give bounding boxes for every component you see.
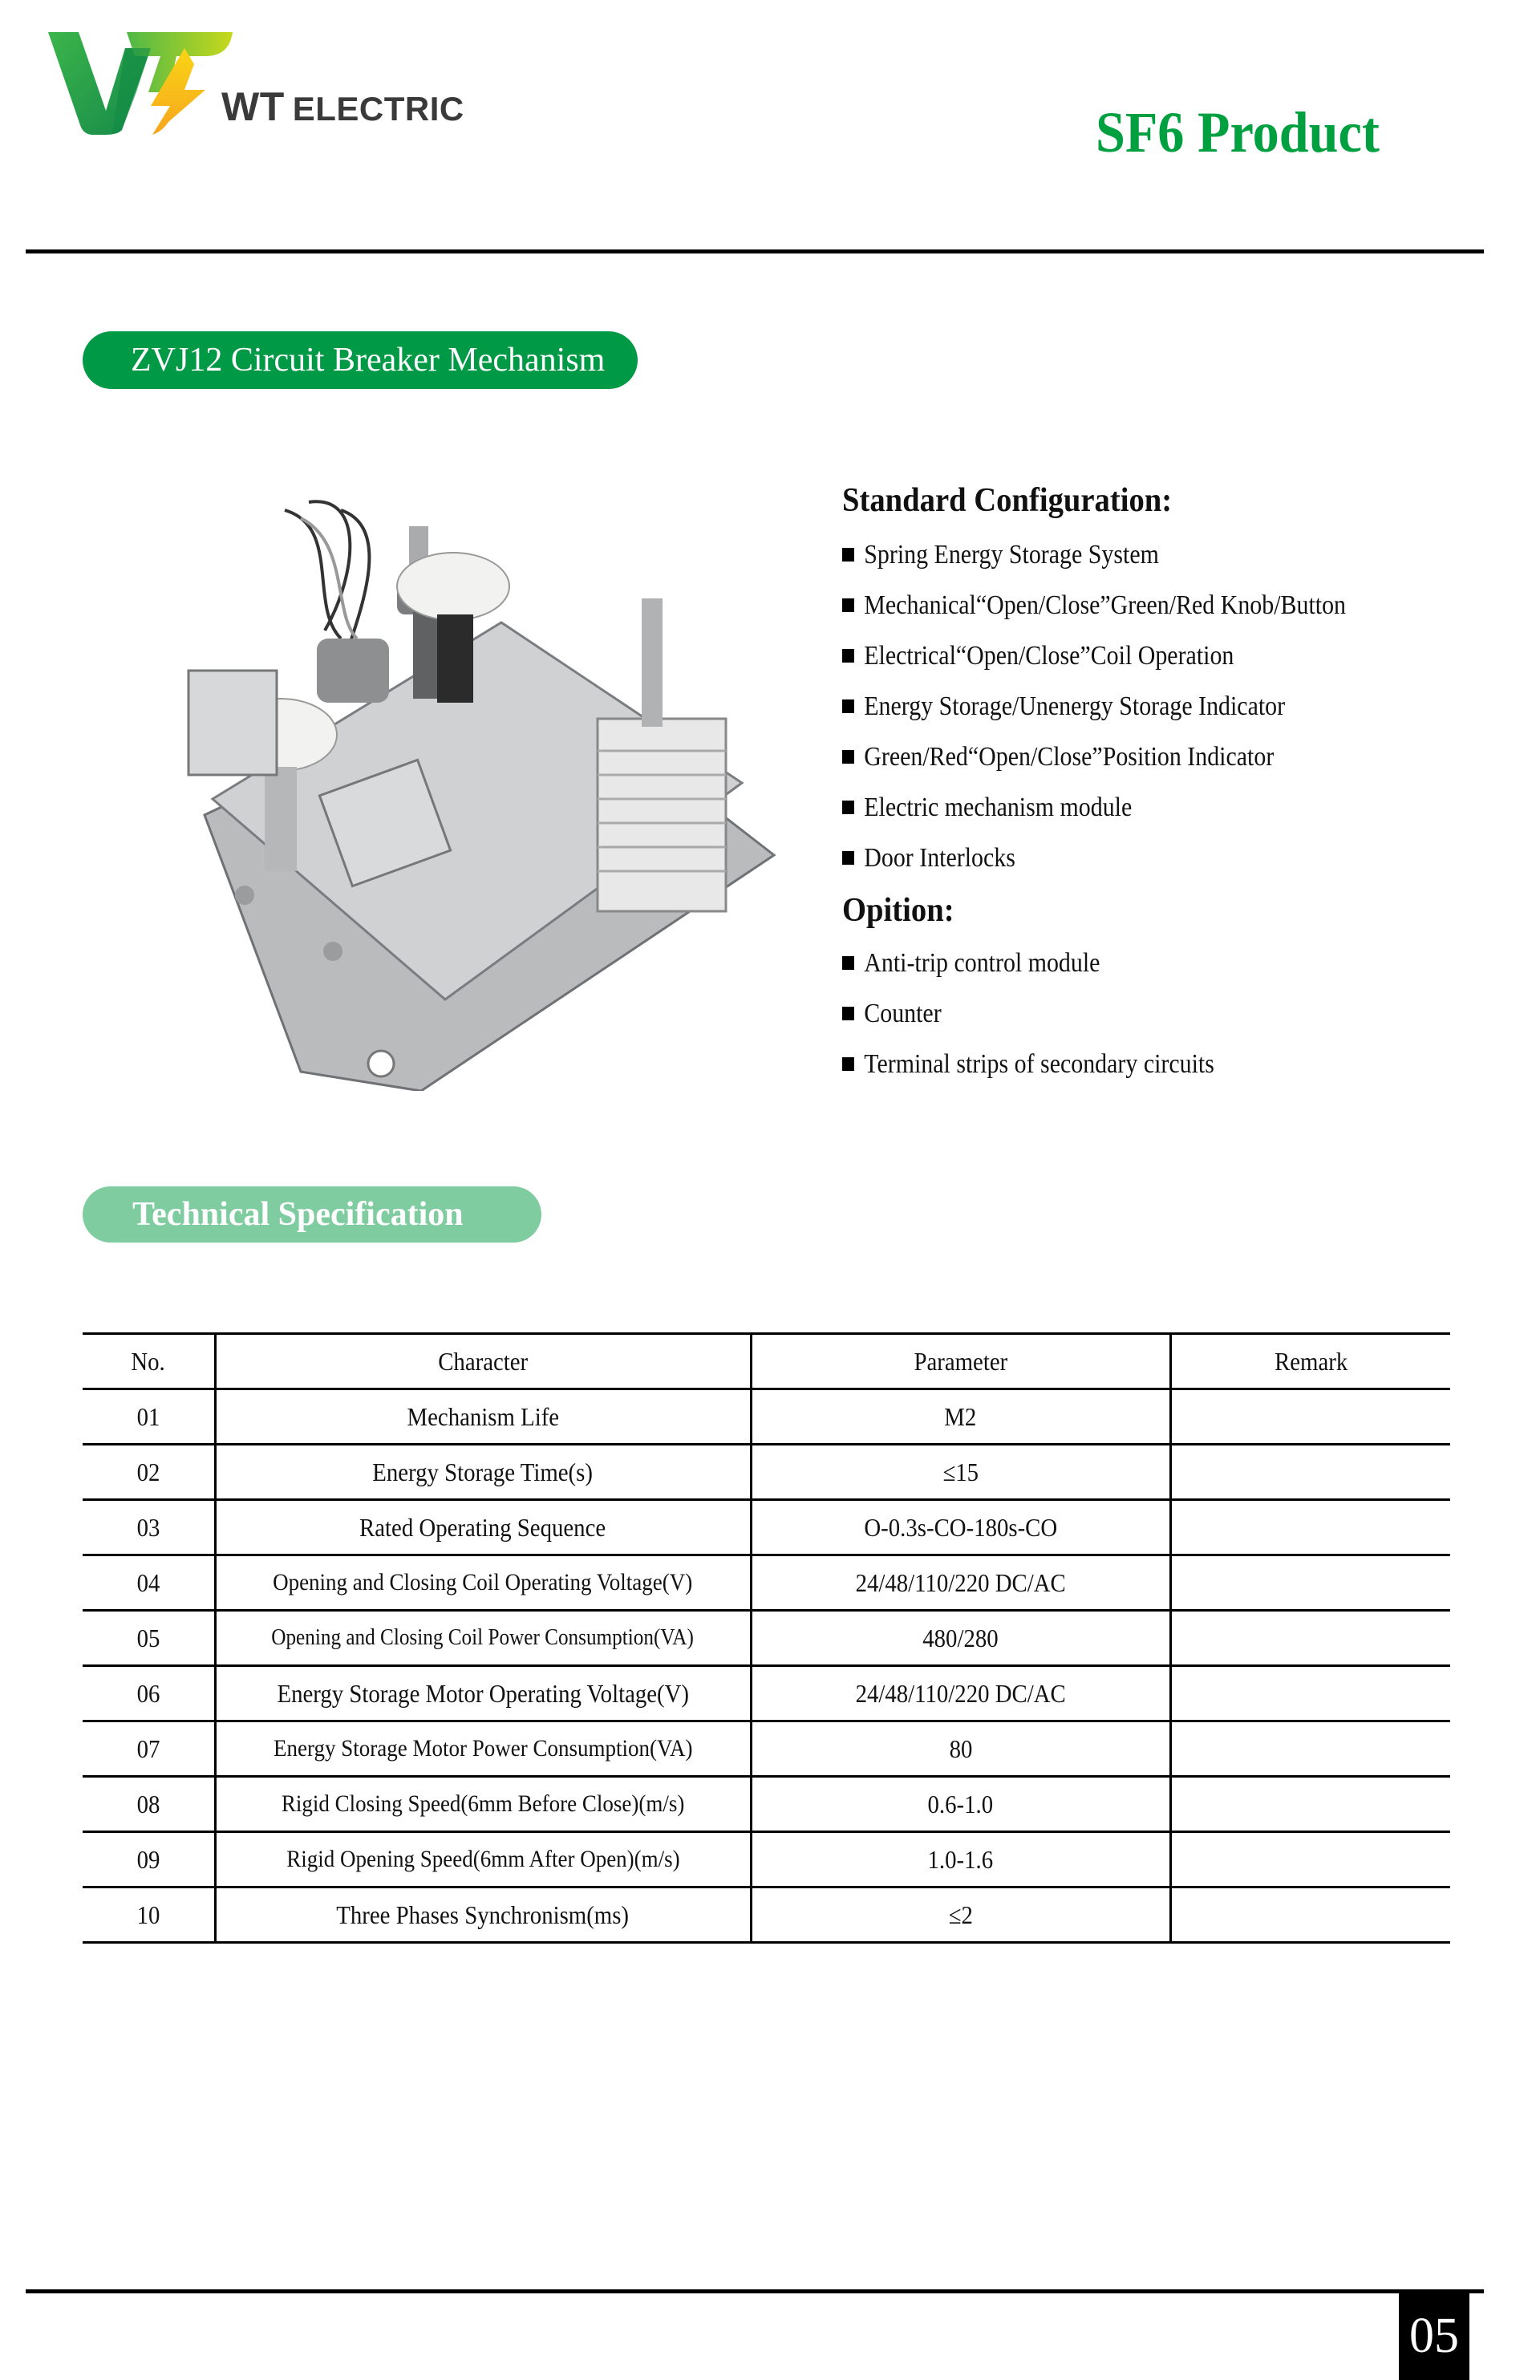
- table-row: [83, 1611, 1450, 1666]
- table-row: [83, 1777, 1450, 1832]
- square-bullet-icon: [842, 548, 854, 562]
- cell-character: Rigid Opening Speed(6mm After Open)(m/s): [215, 1832, 751, 1887]
- cell-parameter: ≤15: [751, 1445, 1170, 1500]
- cell-parameter: 80: [751, 1721, 1170, 1777]
- standard-configuration-list: [842, 529, 1500, 883]
- cell-remark: [1170, 1445, 1450, 1500]
- cell-no: 06: [83, 1666, 215, 1721]
- cell-no: 09: [83, 1832, 215, 1887]
- list-item: Terminal strips of secondary circuits: [842, 1039, 1421, 1089]
- square-bullet-icon: [842, 699, 854, 713]
- list-item: Mechanical“Open/Close”Green/Red Knob/Button: [842, 580, 1421, 630]
- options-heading: Opition:: [842, 892, 954, 929]
- cell-remark: [1170, 1832, 1450, 1887]
- technical-specification-table: [83, 1332, 1450, 1944]
- table-row: [83, 1445, 1450, 1500]
- cell-character: Opening and Closing Coil Power Consumption(VA): [215, 1611, 751, 1666]
- cell-parameter: 24/48/110/220 DC/AC: [751, 1666, 1170, 1721]
- cell-no: 02: [83, 1445, 215, 1500]
- cell-character: Energy Storage Motor Power Consumption(VA): [215, 1721, 751, 1777]
- cell-character: Opening and Closing Coil Operating Voltage(V): [215, 1555, 751, 1611]
- cell-parameter: 0.6-1.0: [751, 1777, 1170, 1832]
- square-bullet-icon: [842, 598, 854, 612]
- table-row: [83, 1555, 1450, 1611]
- square-bullet-icon: [842, 1007, 854, 1020]
- square-bullet-icon: [842, 750, 854, 764]
- cell-no: 01: [83, 1389, 215, 1445]
- header-divider: [26, 249, 1484, 253]
- standard-configuration-heading: Standard Configuration:: [842, 482, 1173, 519]
- table-header-row: [83, 1334, 1450, 1389]
- page-number: 05: [1399, 2293, 1469, 2380]
- cell-character: Energy Storage Time(s): [215, 1445, 751, 1500]
- cell-remark: [1170, 1500, 1450, 1555]
- cell-remark: [1170, 1389, 1450, 1445]
- column-header-remark: Remark: [1170, 1334, 1450, 1389]
- list-item: Counter: [842, 988, 1421, 1039]
- column-header-no: No.: [83, 1334, 215, 1389]
- brand-secondary: ELECTRIC: [292, 90, 464, 128]
- list-item: Door Interlocks: [842, 833, 1421, 883]
- list-item: Anti-trip control module: [842, 938, 1421, 988]
- wt-lightning-logo-icon: [48, 32, 233, 135]
- cell-character: Rigid Closing Speed(6mm Before Close)(m/s): [215, 1777, 751, 1832]
- table-row: [83, 1500, 1450, 1555]
- circuit-breaker-mechanism-photo: [180, 478, 790, 1091]
- table-row: [83, 1721, 1450, 1777]
- cell-no: 10: [83, 1887, 215, 1943]
- table-row: [83, 1389, 1450, 1445]
- list-item: Spring Energy Storage System: [842, 529, 1421, 580]
- cell-no: 03: [83, 1500, 215, 1555]
- section-title-technical-specification: Technical Specification: [83, 1186, 541, 1243]
- cell-remark: [1170, 1721, 1450, 1777]
- cell-parameter: O-0.3s-CO-180s-CO: [751, 1500, 1170, 1555]
- cell-character: Energy Storage Motor Operating Voltage(V): [215, 1666, 751, 1721]
- list-item: Electric mechanism module: [842, 782, 1421, 833]
- cell-remark: [1170, 1555, 1450, 1611]
- cell-character: Rated Operating Sequence: [215, 1500, 751, 1555]
- cell-no: 07: [83, 1721, 215, 1777]
- cell-parameter: ≤2: [751, 1887, 1170, 1943]
- footer-divider: [26, 2289, 1484, 2293]
- cell-character: Three Phases Synchronism(ms): [215, 1887, 751, 1943]
- cell-remark: [1170, 1777, 1450, 1832]
- table-row: [83, 1666, 1450, 1721]
- cell-remark: [1170, 1666, 1450, 1721]
- cell-no: 05: [83, 1611, 215, 1666]
- options-list: [842, 938, 1500, 1089]
- cell-character: Mechanism Life: [215, 1389, 751, 1445]
- list-item: Electrical“Open/Close”Coil Operation: [842, 630, 1421, 681]
- cell-no: 08: [83, 1777, 215, 1832]
- cell-parameter: 24/48/110/220 DC/AC: [751, 1555, 1170, 1611]
- square-bullet-icon: [842, 1057, 854, 1071]
- cell-remark: [1170, 1887, 1450, 1943]
- cell-parameter: 480/280: [751, 1611, 1170, 1666]
- brand-name: [221, 83, 464, 130]
- table-row: [83, 1887, 1450, 1943]
- brand-primary: WT: [221, 84, 285, 129]
- section-title-product: ZVJ12 Circuit Breaker Mechanism: [83, 331, 638, 389]
- square-bullet-icon: [842, 649, 854, 663]
- square-bullet-icon: [842, 851, 854, 865]
- square-bullet-icon: [842, 956, 854, 970]
- list-item: Green/Red“Open/Close”Position Indicator: [842, 732, 1421, 782]
- square-bullet-icon: [842, 801, 854, 814]
- cell-parameter: M2: [751, 1389, 1170, 1445]
- configuration-panel: [842, 480, 1500, 1089]
- page-title: SF6 Product: [1096, 100, 1380, 164]
- column-header-parameter: Parameter: [751, 1334, 1170, 1389]
- cell-remark: [1170, 1611, 1450, 1666]
- column-header-character: Character: [215, 1334, 751, 1389]
- cell-parameter: 1.0-1.6: [751, 1832, 1170, 1887]
- table-row: [83, 1832, 1450, 1887]
- cell-no: 04: [83, 1555, 215, 1611]
- list-item: Energy Storage/Unenergy Storage Indicator: [842, 681, 1421, 732]
